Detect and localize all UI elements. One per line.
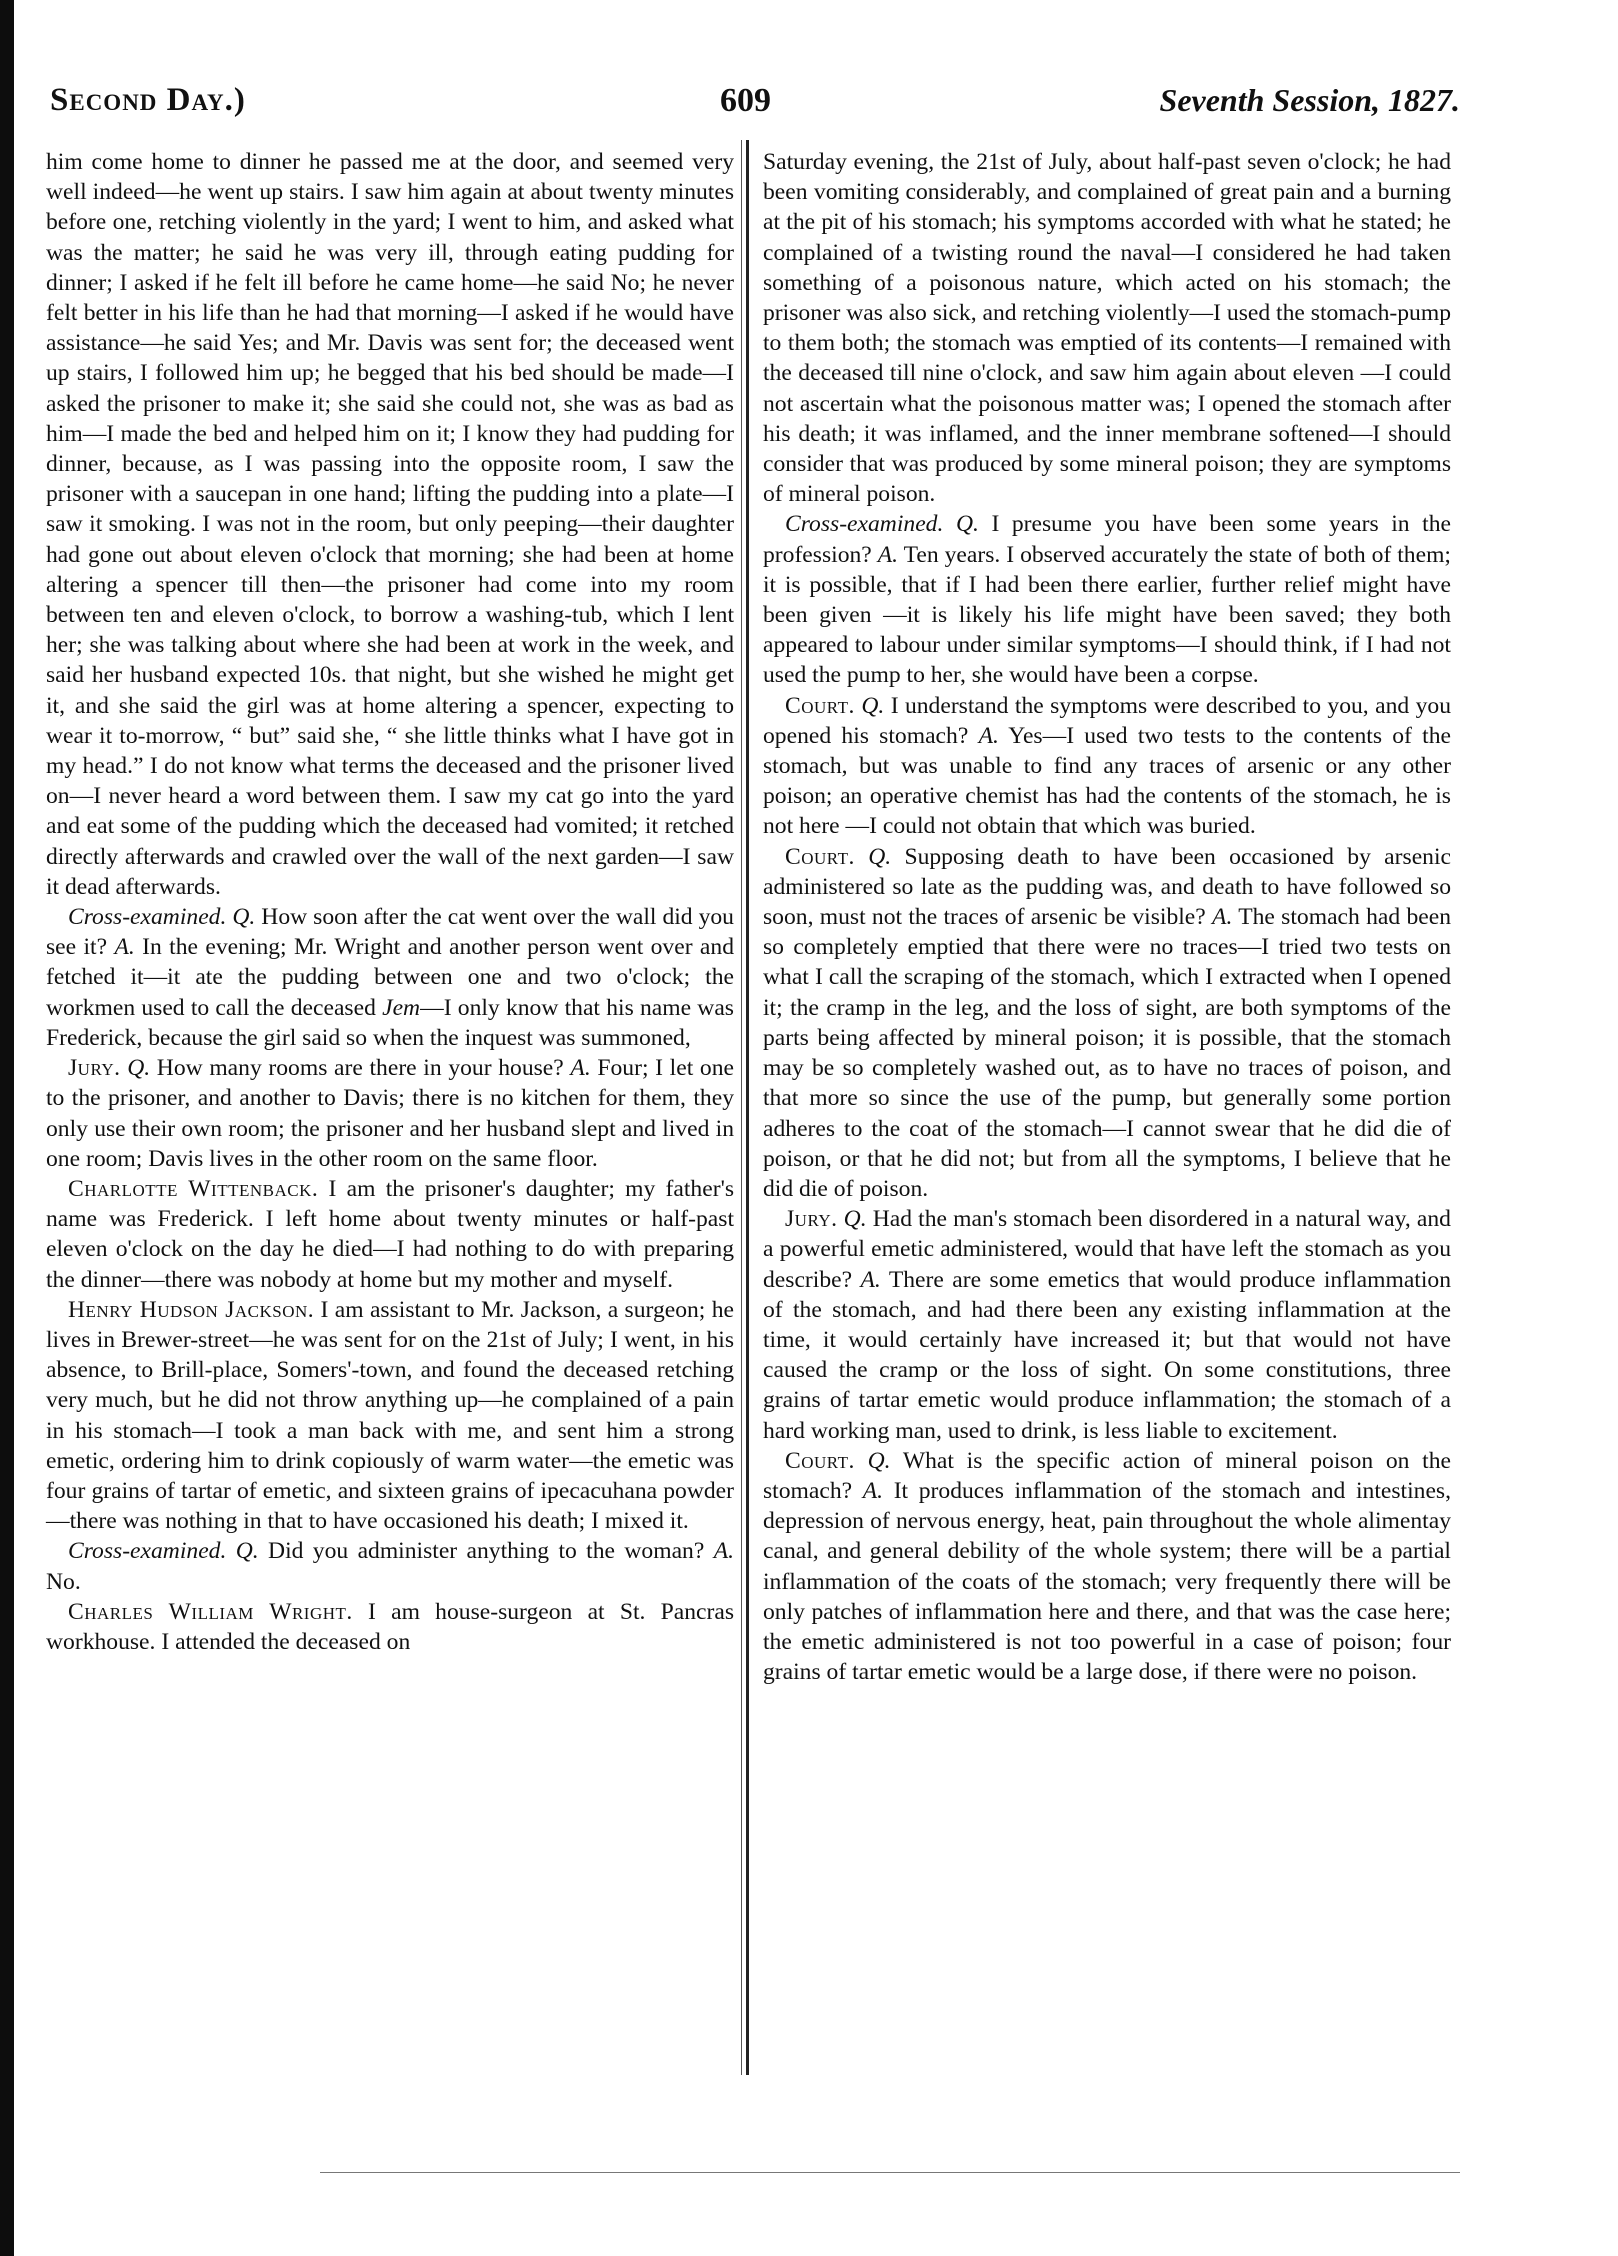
left-column	[46, 147, 734, 1657]
testimony-paragraph: him come home to dinner he passed me at the door, and seemed very well indeed—he went up stairs. I saw him again at about twenty minutes before one, retching violently in the yard; I went to him, and asked what was the matter; he said he was very ill, through eating pudding for dinner; I asked if he felt ill before he came home—he said No; he never felt better in his life than he had that morning—I asked if he would have assistance—he said Yes; and Mr. Davis was sent for; the deceased went up stairs, I followed him up; he begged that his bed should be made—I asked the prisoner to make it; she said she could not, she was as bad as him—I made the bed and helped him on it; I know they had pudding for dinner, because, as I was passing into the opposite room, I saw the prisoner with a saucepan in one hand; lifting the pudding into a plate—I saw it smoking. I was not in the room, but only peeping—their daughter had gone out about eleven o'clock that morning; she had been at home altering a spencer till then—the prisoner had come into my room between ten and eleven o'clock, to borrow a washing-tub, which I lent her; she was talking about where she had been at work in the week, and said her husband expected 10s. that night, but she wished he might get it, and she said the girl was at home altering a spencer, expecting to wear it to-morrow, “ but” said she, “ she little thinks what I have got in my head.” I do not know what terms the deceased and the prisoner lived on—I never heard a word between them. I saw my cat go into the yard and eat some of the pudding which the deceased had vomited; it retched directly afterwards and crawled over the wall of the next garden—I saw it dead afterwards.	[46, 149, 734, 900]
cross-examination-paragraph: Cross-examined. Q. I presume you have been some years in the profession? A. Ten years. I observed accurately the state of both of them; it is possible, that if I had been there earlier, further relief might have been given —it is likely his life might have been saved; they both appeared to labour under similar symptoms—I should think, if I had not used the pump to her, she would have been a corpse.	[763, 511, 1452, 689]
witness-name: Charles William Wright.	[68, 1598, 353, 1625]
jury-question-paragraph: Jury. Q. How many rooms are there in your house? A. Four; I let one to the prisoner, and another to Davis; there is no kitchen for them, they only use their own room; the prisoner and her husband slept and lived in one room; Davis lives in the other room on the same floor.	[46, 1055, 734, 1172]
witness-paragraph: Henry Hudson Jackson. I am assistant to Mr. Jackson, a surgeon; he lives in Brewer-street—he was sent for on the 21st of July; I went, in his absence, to Brill-place, Somers'-town, and found the deceased retching very much, but he did not throw anything up—he complained of a pain in his stomach—I took a man back with me, and sent him a strong emetic, ordering him to drink copiously of warm water—the emetic was four grains of tartar of emetic, and sixteen grains of ipecacuhana powder—there was nothing in that to have occasioned his death; I mixed it.	[46, 1296, 734, 1535]
page-number: 609	[720, 82, 771, 119]
witness-paragraph: Charles William Wright. I am house-surgeon at St. Pancras workhouse. I attended the deceased on	[46, 1598, 734, 1655]
column-divider	[746, 140, 749, 2075]
court-question-paragraph: Court. Q. Supposing death to have been occasioned by arsenic administered so late as the pudding was, and death to have followed so soon, must not the traces of arsenic be visible? A. The stomach had been so completely emptied that there were no traces—I tried two tests on what I call the scraping of the stomach, which I extracted when I opened it; the cramp in the leg, and the loss of sight, are both symptoms of the parts being affected by mineral poison; it is possible, that the stomach may be so completely washed out, as to have no traces of poison, and that more so since the use of the pump, but generally some portion adheres to the coat of the stomach—I cannot swear that he did die of poison, or that he did not; but from all the symptoms, I believe that he did die of poison.	[763, 843, 1451, 1202]
witness-name: Henry Hudson Jackson.	[68, 1296, 315, 1323]
court-question-paragraph: Court. Q. I understand the symptoms were described to you, and you opened his stomach? A. Yes—I used two tests to the contents of the stomach, but was unable to find any traces of arsenic or any other poison; an operative chemist has had the contents of the stomach, he is not here —I could not obtain that which was buried.	[763, 692, 1451, 840]
court-question-paragraph: Court. Q. What is the specific action of mineral poison on the stomach? A. It produces inflammation of the stomach and intestines, depression of nervous energy, heat, pain throughout the whole alimentay canal, and general debility of the whole system; there will be a partial inflammation of the coats of the stomach; very frequently there will be only patches of inflammation here and there, and that was the case here; the emetic administered is not too powerful in a case of poison; four grains of tartar emetic would be a large dose, if there were no poison.	[763, 1447, 1451, 1686]
running-head-session: Seventh Session, 1827.	[1159, 82, 1460, 118]
cross-examination-paragraph: Cross-examined. Q. Did you administer anything to the woman? A. No.	[46, 1538, 734, 1595]
running-head-day: Second Day.)	[50, 82, 246, 118]
page-header	[50, 82, 1460, 132]
testimony-paragraph: Saturday evening, the 21st of July, about half-past seven o'clock; he had been vomiting considerably, and complained of great pain and a burning at the pit of his stomach; his symptoms accorded with what he stated; he complained of a twisting round the naval—I considered he had taken something of a poisonous nature, which acted on his stomach; the prisoner was also sick, and retching violently—I used the stomach-pump to them both; the stomach was emptied of its contents—I remained with the deceased till nine o'clock, and saw him again about eleven —I could not ascertain what the poisonous matter was; I opened the stomach after his death; it was inflamed, and the inner membrane softened—I should consider that was produced by some mineral poison; they are symptoms of mineral poison.	[763, 149, 1451, 508]
page-binding-edge	[0, 0, 14, 2256]
witness-paragraph: Charlotte Wittenback. I am the prisoner's daughter; my father's name was Frederick. I left home about twenty minutes or half-past eleven o'clock on the day he died—I had nothing to do with preparing the dinner—there was nobody at home but my mother and myself.	[46, 1175, 734, 1293]
jury-question-paragraph: Jury. Q. Had the man's stomach been disordered in a natural way, and a powerful emetic administered, would that have left the stomach as you describe? A. There are some emetics that would produce inflammation of the stomach, and had there been any existing inflammation at the time, it would certainly have increased it; but that would not have caused the cramp or the loss of sight. On some constitutions, three grains of tartar emetic would produce inflammation; the stomach of a hard working man, used to drink, is less liable to excitement.	[763, 1206, 1451, 1444]
column-divider-thin	[741, 140, 742, 2075]
cross-examination-paragraph: Cross-examined. Q. How soon after the cat went over the wall did you see it? A. In the evening; Mr. Wright and another person went over and fetched it—it ate the pudding between one and two o'clock; the workmen used to call the deceased Jem—I only know that his name was Frederick, because the girl said so when the inquest was summoned,	[46, 904, 734, 1051]
footer-rule	[320, 2172, 1460, 2173]
witness-name: Charlotte Wittenback.	[68, 1175, 319, 1202]
right-column	[763, 147, 1451, 1687]
